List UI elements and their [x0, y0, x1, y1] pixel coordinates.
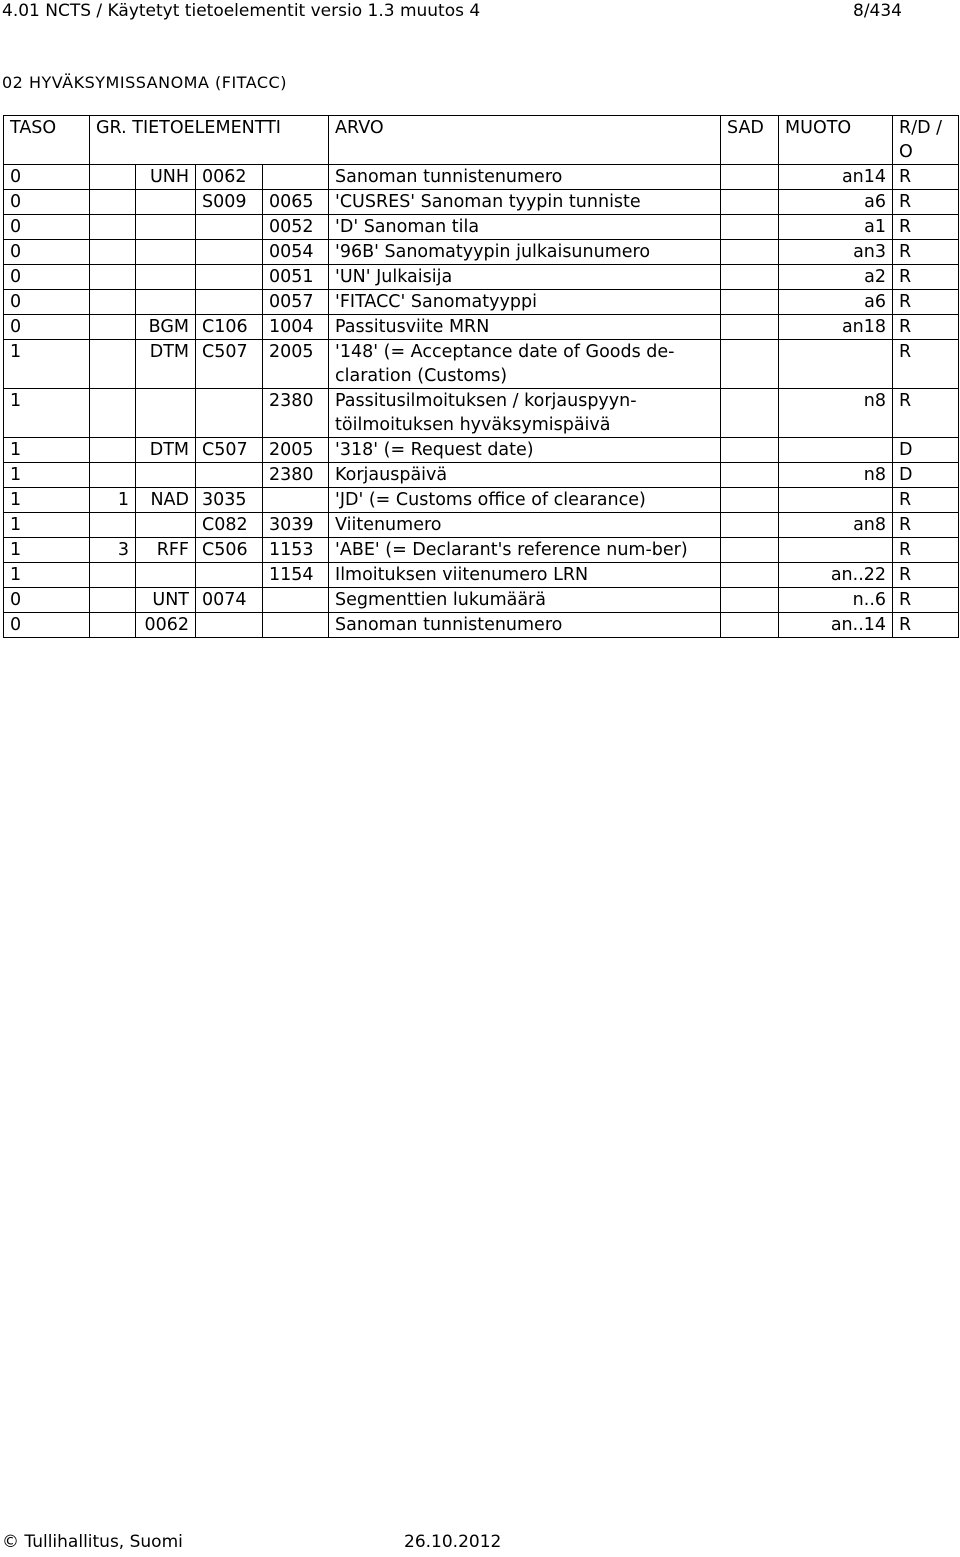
cell-rdo: R [893, 588, 959, 613]
cell-rdo: R [893, 315, 959, 340]
cell-segment: RFF [136, 538, 196, 563]
cell-arvo: '148' (= Acceptance date of Goods de-claration (Customs) [329, 340, 721, 389]
cell-segment: DTM [136, 438, 196, 463]
table-row [4, 488, 959, 513]
cell-composite: 0062 [196, 165, 263, 190]
cell-data-element: 1004 [263, 315, 329, 340]
header-rdo: R/D /O [893, 116, 959, 165]
cell-rdo: D [893, 438, 959, 463]
cell-arvo: Sanoman tunnistenumero [329, 613, 721, 638]
cell-rdo: R [893, 340, 959, 389]
cell-gr [90, 190, 136, 215]
table-row [4, 389, 959, 438]
message-structure-table [3, 115, 959, 638]
cell-sad [721, 215, 779, 240]
cell-rdo: R [893, 240, 959, 265]
cell-segment [136, 265, 196, 290]
cell-arvo: Korjauspäivä [329, 463, 721, 488]
cell-sad [721, 613, 779, 638]
header-muoto: MUOTO [779, 116, 893, 165]
cell-gr [90, 563, 136, 588]
cell-sad [721, 265, 779, 290]
cell-gr: 1 [90, 488, 136, 513]
table-row [4, 588, 959, 613]
cell-composite [196, 389, 263, 438]
cell-arvo: 'ABE' (= Declarant's reference num-ber) [329, 538, 721, 563]
cell-gr [90, 613, 136, 638]
cell-data-element: 0051 [263, 265, 329, 290]
cell-data-element: 3039 [263, 513, 329, 538]
table-row [4, 265, 959, 290]
cell-gr [90, 215, 136, 240]
cell-taso: 0 [4, 315, 90, 340]
cell-composite [196, 563, 263, 588]
cell-sad [721, 290, 779, 315]
cell-taso: 0 [4, 165, 90, 190]
cell-data-element: 1154 [263, 563, 329, 588]
cell-data-element: 1153 [263, 538, 329, 563]
cell-arvo: '96B' Sanomatyypin julkaisunumero [329, 240, 721, 265]
cell-arvo: Segmenttien lukumäärä [329, 588, 721, 613]
cell-arvo: Sanoman tunnistenumero [329, 165, 721, 190]
cell-taso: 1 [4, 438, 90, 463]
cell-data-element: 2005 [263, 340, 329, 389]
cell-taso: 1 [4, 513, 90, 538]
table-row [4, 563, 959, 588]
cell-gr [90, 315, 136, 340]
cell-muoto: an8 [779, 513, 893, 538]
cell-composite [196, 290, 263, 315]
cell-composite: C507 [196, 438, 263, 463]
cell-segment: NAD [136, 488, 196, 513]
cell-composite: C082 [196, 513, 263, 538]
cell-composite [196, 215, 263, 240]
cell-taso: 1 [4, 488, 90, 513]
cell-data-element [263, 488, 329, 513]
cell-muoto: an3 [779, 240, 893, 265]
section-title: 02 HYVÄKSYMISSANOMA (FITACC) [2, 73, 287, 92]
cell-taso: 0 [4, 588, 90, 613]
cell-muoto [779, 438, 893, 463]
cell-rdo: R [893, 265, 959, 290]
cell-arvo: 'CUSRES' Sanoman tyypin tunniste [329, 190, 721, 215]
cell-arvo: 'D' Sanoman tila [329, 215, 721, 240]
cell-taso: 0 [4, 290, 90, 315]
cell-composite [196, 463, 263, 488]
cell-sad [721, 389, 779, 438]
cell-muoto: n8 [779, 463, 893, 488]
cell-rdo: D [893, 463, 959, 488]
cell-taso: 0 [4, 613, 90, 638]
cell-sad [721, 488, 779, 513]
cell-segment: UNH [136, 165, 196, 190]
cell-segment [136, 513, 196, 538]
cell-muoto [779, 340, 893, 389]
cell-composite [196, 613, 263, 638]
header-gr-tietoelementti [90, 116, 329, 165]
cell-muoto: a1 [779, 215, 893, 240]
cell-segment [136, 290, 196, 315]
cell-muoto: an..14 [779, 613, 893, 638]
cell-arvo: 'UN' Julkaisija [329, 265, 721, 290]
cell-arvo: Passitusviite MRN [329, 315, 721, 340]
cell-sad [721, 315, 779, 340]
cell-sad [721, 588, 779, 613]
cell-sad [721, 563, 779, 588]
cell-composite [196, 240, 263, 265]
cell-muoto [779, 488, 893, 513]
cell-data-element: 0054 [263, 240, 329, 265]
cell-taso: 1 [4, 389, 90, 438]
cell-composite: 3035 [196, 488, 263, 513]
cell-segment [136, 389, 196, 438]
cell-rdo: R [893, 389, 959, 438]
cell-composite: C506 [196, 538, 263, 563]
cell-rdo: R [893, 488, 959, 513]
cell-rdo: R [893, 513, 959, 538]
cell-sad [721, 340, 779, 389]
cell-sad [721, 463, 779, 488]
cell-rdo: R [893, 165, 959, 190]
cell-gr [90, 240, 136, 265]
table-row [4, 240, 959, 265]
cell-arvo: 'FITACC' Sanomatyyppi [329, 290, 721, 315]
cell-gr [90, 389, 136, 438]
table-header-row [4, 116, 959, 165]
cell-segment: BGM [136, 315, 196, 340]
cell-taso: 0 [4, 240, 90, 265]
cell-rdo: R [893, 613, 959, 638]
table-row [4, 165, 959, 190]
cell-data-element: 2380 [263, 463, 329, 488]
cell-muoto: n8 [779, 389, 893, 438]
cell-taso: 1 [4, 563, 90, 588]
cell-gr [90, 265, 136, 290]
table-row [4, 613, 959, 638]
cell-muoto: a6 [779, 190, 893, 215]
cell-segment [136, 240, 196, 265]
document-header-title: 4.01 NCTS / Käytetyt tietoelementit versio 1.3 muutos 4 [2, 1, 481, 21]
cell-data-element [263, 588, 329, 613]
cell-gr: 3 [90, 538, 136, 563]
cell-muoto: a6 [779, 290, 893, 315]
header-tietoelementti: TIETOELEMENTTI [132, 118, 281, 138]
cell-taso: 1 [4, 340, 90, 389]
cell-rdo: R [893, 538, 959, 563]
cell-taso: 0 [4, 265, 90, 290]
cell-composite [196, 265, 263, 290]
cell-segment [136, 563, 196, 588]
cell-gr [90, 513, 136, 538]
page-number: 8/434 [853, 1, 902, 21]
cell-sad [721, 513, 779, 538]
cell-gr [90, 340, 136, 389]
cell-taso: 1 [4, 538, 90, 563]
cell-taso: 0 [4, 190, 90, 215]
header-sad: SAD [721, 116, 779, 165]
cell-sad [721, 190, 779, 215]
cell-gr [90, 463, 136, 488]
cell-taso: 0 [4, 215, 90, 240]
cell-rdo: R [893, 563, 959, 588]
header-arvo: ARVO [329, 116, 721, 165]
cell-rdo: R [893, 215, 959, 240]
cell-data-element: 0065 [263, 190, 329, 215]
cell-segment [136, 463, 196, 488]
cell-data-element: 0052 [263, 215, 329, 240]
table-row [4, 438, 959, 463]
cell-arvo: '318' (= Request date) [329, 438, 721, 463]
cell-composite: C507 [196, 340, 263, 389]
cell-arvo: Viitenumero [329, 513, 721, 538]
cell-data-element: 2005 [263, 438, 329, 463]
cell-segment [136, 190, 196, 215]
cell-rdo: R [893, 190, 959, 215]
cell-data-element: 2380 [263, 389, 329, 438]
header-taso: TASO [4, 116, 90, 165]
cell-muoto: an18 [779, 315, 893, 340]
header-gr: GR. [96, 118, 127, 138]
cell-composite: 0074 [196, 588, 263, 613]
cell-segment: DTM [136, 340, 196, 389]
table-row [4, 315, 959, 340]
cell-arvo: 'JD' (= Customs office of clearance) [329, 488, 721, 513]
cell-gr [90, 165, 136, 190]
cell-muoto: a2 [779, 265, 893, 290]
cell-sad [721, 165, 779, 190]
table-row [4, 290, 959, 315]
cell-composite: C106 [196, 315, 263, 340]
cell-data-element [263, 613, 329, 638]
footer-copyright: © Tullihallitus, Suomi [2, 1532, 183, 1552]
cell-muoto: an14 [779, 165, 893, 190]
cell-arvo: Passitusilmoituksen / korjauspyyn-töilmoituksen hyväksymispäivä [329, 389, 721, 438]
table-row [4, 215, 959, 240]
cell-arvo: Ilmoituksen viitenumero LRN [329, 563, 721, 588]
cell-composite: S009 [196, 190, 263, 215]
cell-sad [721, 538, 779, 563]
cell-muoto: n..6 [779, 588, 893, 613]
cell-segment: UNT [136, 588, 196, 613]
cell-rdo: R [893, 290, 959, 315]
cell-data-element: 0057 [263, 290, 329, 315]
cell-gr [90, 588, 136, 613]
footer-date: 26.10.2012 [404, 1532, 502, 1552]
table-row [4, 513, 959, 538]
cell-sad [721, 240, 779, 265]
cell-gr [90, 290, 136, 315]
cell-muoto: an..22 [779, 563, 893, 588]
cell-sad [721, 438, 779, 463]
cell-muoto [779, 538, 893, 563]
cell-segment: 0062 [136, 613, 196, 638]
table-row [4, 340, 959, 389]
cell-gr [90, 438, 136, 463]
cell-taso: 1 [4, 463, 90, 488]
table-row [4, 190, 959, 215]
cell-data-element [263, 165, 329, 190]
table-row [4, 463, 959, 488]
cell-segment [136, 215, 196, 240]
table-row [4, 538, 959, 563]
